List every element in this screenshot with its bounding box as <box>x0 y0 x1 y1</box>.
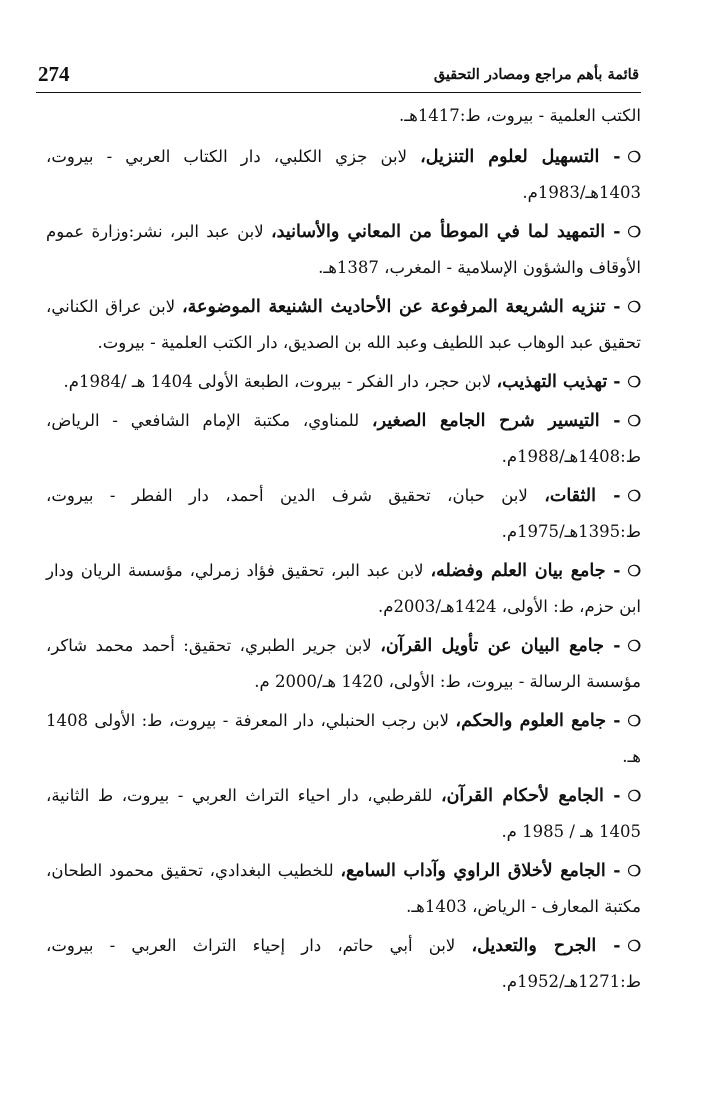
reference-entry <box>46 778 641 850</box>
reference-entry <box>46 853 641 925</box>
entry-title: - الجرح والتعديل، <box>471 936 621 956</box>
reference-entry <box>46 628 641 700</box>
entry-title: - جامع العلوم والحكم، <box>455 711 621 731</box>
entry-text: لابن أبي حاتم، دار إحياء التراث العربي - بيروت، ط:1271هـ/1952م. <box>46 936 641 991</box>
reference-entry <box>46 214 641 286</box>
reference-entry <box>46 703 641 775</box>
bullet-circle-icon: ❍ <box>627 373 641 391</box>
entry-text: لابن عراق الكناني، تحقيق عبد الوهاب عبد اللطيف وعبد الله بن الصديق، دار الكتب العلمية - بيروت. <box>46 297 641 352</box>
bullet-circle-icon: ❍ <box>627 937 641 955</box>
entry-title: - تنزيه الشريعة المرفوعة عن الأحاديث الشنيعة الموضوعة، <box>182 297 621 317</box>
reference-entry <box>46 139 641 211</box>
reference-entry <box>46 478 641 550</box>
reference-list <box>46 98 641 1003</box>
reference-entry <box>46 403 641 475</box>
entry-text: لابن عبد البر، تحقيق فؤاد زمرلي، مؤسسة الريان ودار ابن حزم، ط: الأولى، 1424هـ/2003م. <box>46 561 641 616</box>
entry-title: - الجامع لأحكام القرآن، <box>440 786 621 806</box>
bullet-circle-icon: ❍ <box>627 412 641 430</box>
bullet-circle-icon: ❍ <box>627 562 641 580</box>
entry-text: لابن جرير الطبري، تحقيق: أحمد محمد شاكر، مؤسسة الرسالة - بيروت، ط: الأولى، 1420 هـ/2000 م. <box>46 636 641 691</box>
entry-title: - الجامع لأخلاق الراوي وآداب السامع، <box>340 861 621 881</box>
entry-text: لابن جزي الكلبي، دار الكتاب العربي - بيروت، 1403هـ/1983م. <box>46 147 641 202</box>
entry-text: لابن حبان، تحقيق شرف الدين أحمد، دار الفطر - بيروت، ط:1395هـ/1975م. <box>46 486 641 541</box>
entry-title: - جامع البيان عن تأويل القرآن، <box>380 636 621 656</box>
bullet-circle-icon: ❍ <box>627 862 641 880</box>
page-number: 274 <box>38 62 70 86</box>
entry-text: لابن رجب الحنبلي، دار المعرفة - بيروت، ط: الأولى 1408 هـ. <box>46 711 641 766</box>
bullet-circle-icon: ❍ <box>627 148 641 166</box>
reference-entry <box>46 98 641 134</box>
entry-title: - التيسير شرح الجامع الصغير، <box>371 411 621 431</box>
entry-text: للقرطبي، دار احياء التراث العربي - بيروت، ط الثانية، 1405 هـ / 1985 م. <box>46 786 641 841</box>
bullet-circle-icon: ❍ <box>627 787 642 805</box>
entry-text: للمناوي، مكتبة الإمام الشافعي - الرياض، ط:1408هـ/1988م. <box>46 411 641 466</box>
entry-text: الكتب العلمية - بيروت، ط:1417هـ. <box>399 106 641 125</box>
running-title: قائمة بأهم مراجع ومصادر التحقيق <box>433 66 639 83</box>
entry-title: - تهذيب التهذيب، <box>496 372 621 392</box>
entry-title: - الثقات، <box>544 486 621 506</box>
entry-title: - التسهيل لعلوم التنزيل، <box>420 147 621 167</box>
entry-title: - التمهيد لما في الموطأ من المعاني والأسانيد، <box>271 222 621 242</box>
bullet-circle-icon: ❍ <box>627 637 641 655</box>
entry-text: لابن حجر، دار الفكر - بيروت، الطبعة الأولى 1404 هـ /1984م. <box>63 372 497 391</box>
reference-entry <box>46 364 641 400</box>
bullet-circle-icon: ❍ <box>627 223 641 241</box>
bullet-circle-icon: ❍ <box>627 487 641 505</box>
entry-text: للخطيب البغدادي، تحقيق محمود الطحان، مكتبة المعارف - الرياض، 1403هـ. <box>46 861 641 916</box>
reference-entry <box>46 553 641 625</box>
page-header <box>36 58 641 93</box>
reference-entry <box>46 928 641 1000</box>
bullet-circle-icon: ❍ <box>627 712 641 730</box>
bullet-circle-icon: ❍ <box>627 298 641 316</box>
reference-entry <box>46 289 641 361</box>
entry-text: لابن عبد البر، نشر:وزارة عموم الأوقاف والشؤون الإسلامية - المغرب، 1387هـ. <box>46 222 641 277</box>
entry-title: - جامع بيان العلم وفضله، <box>430 561 621 581</box>
